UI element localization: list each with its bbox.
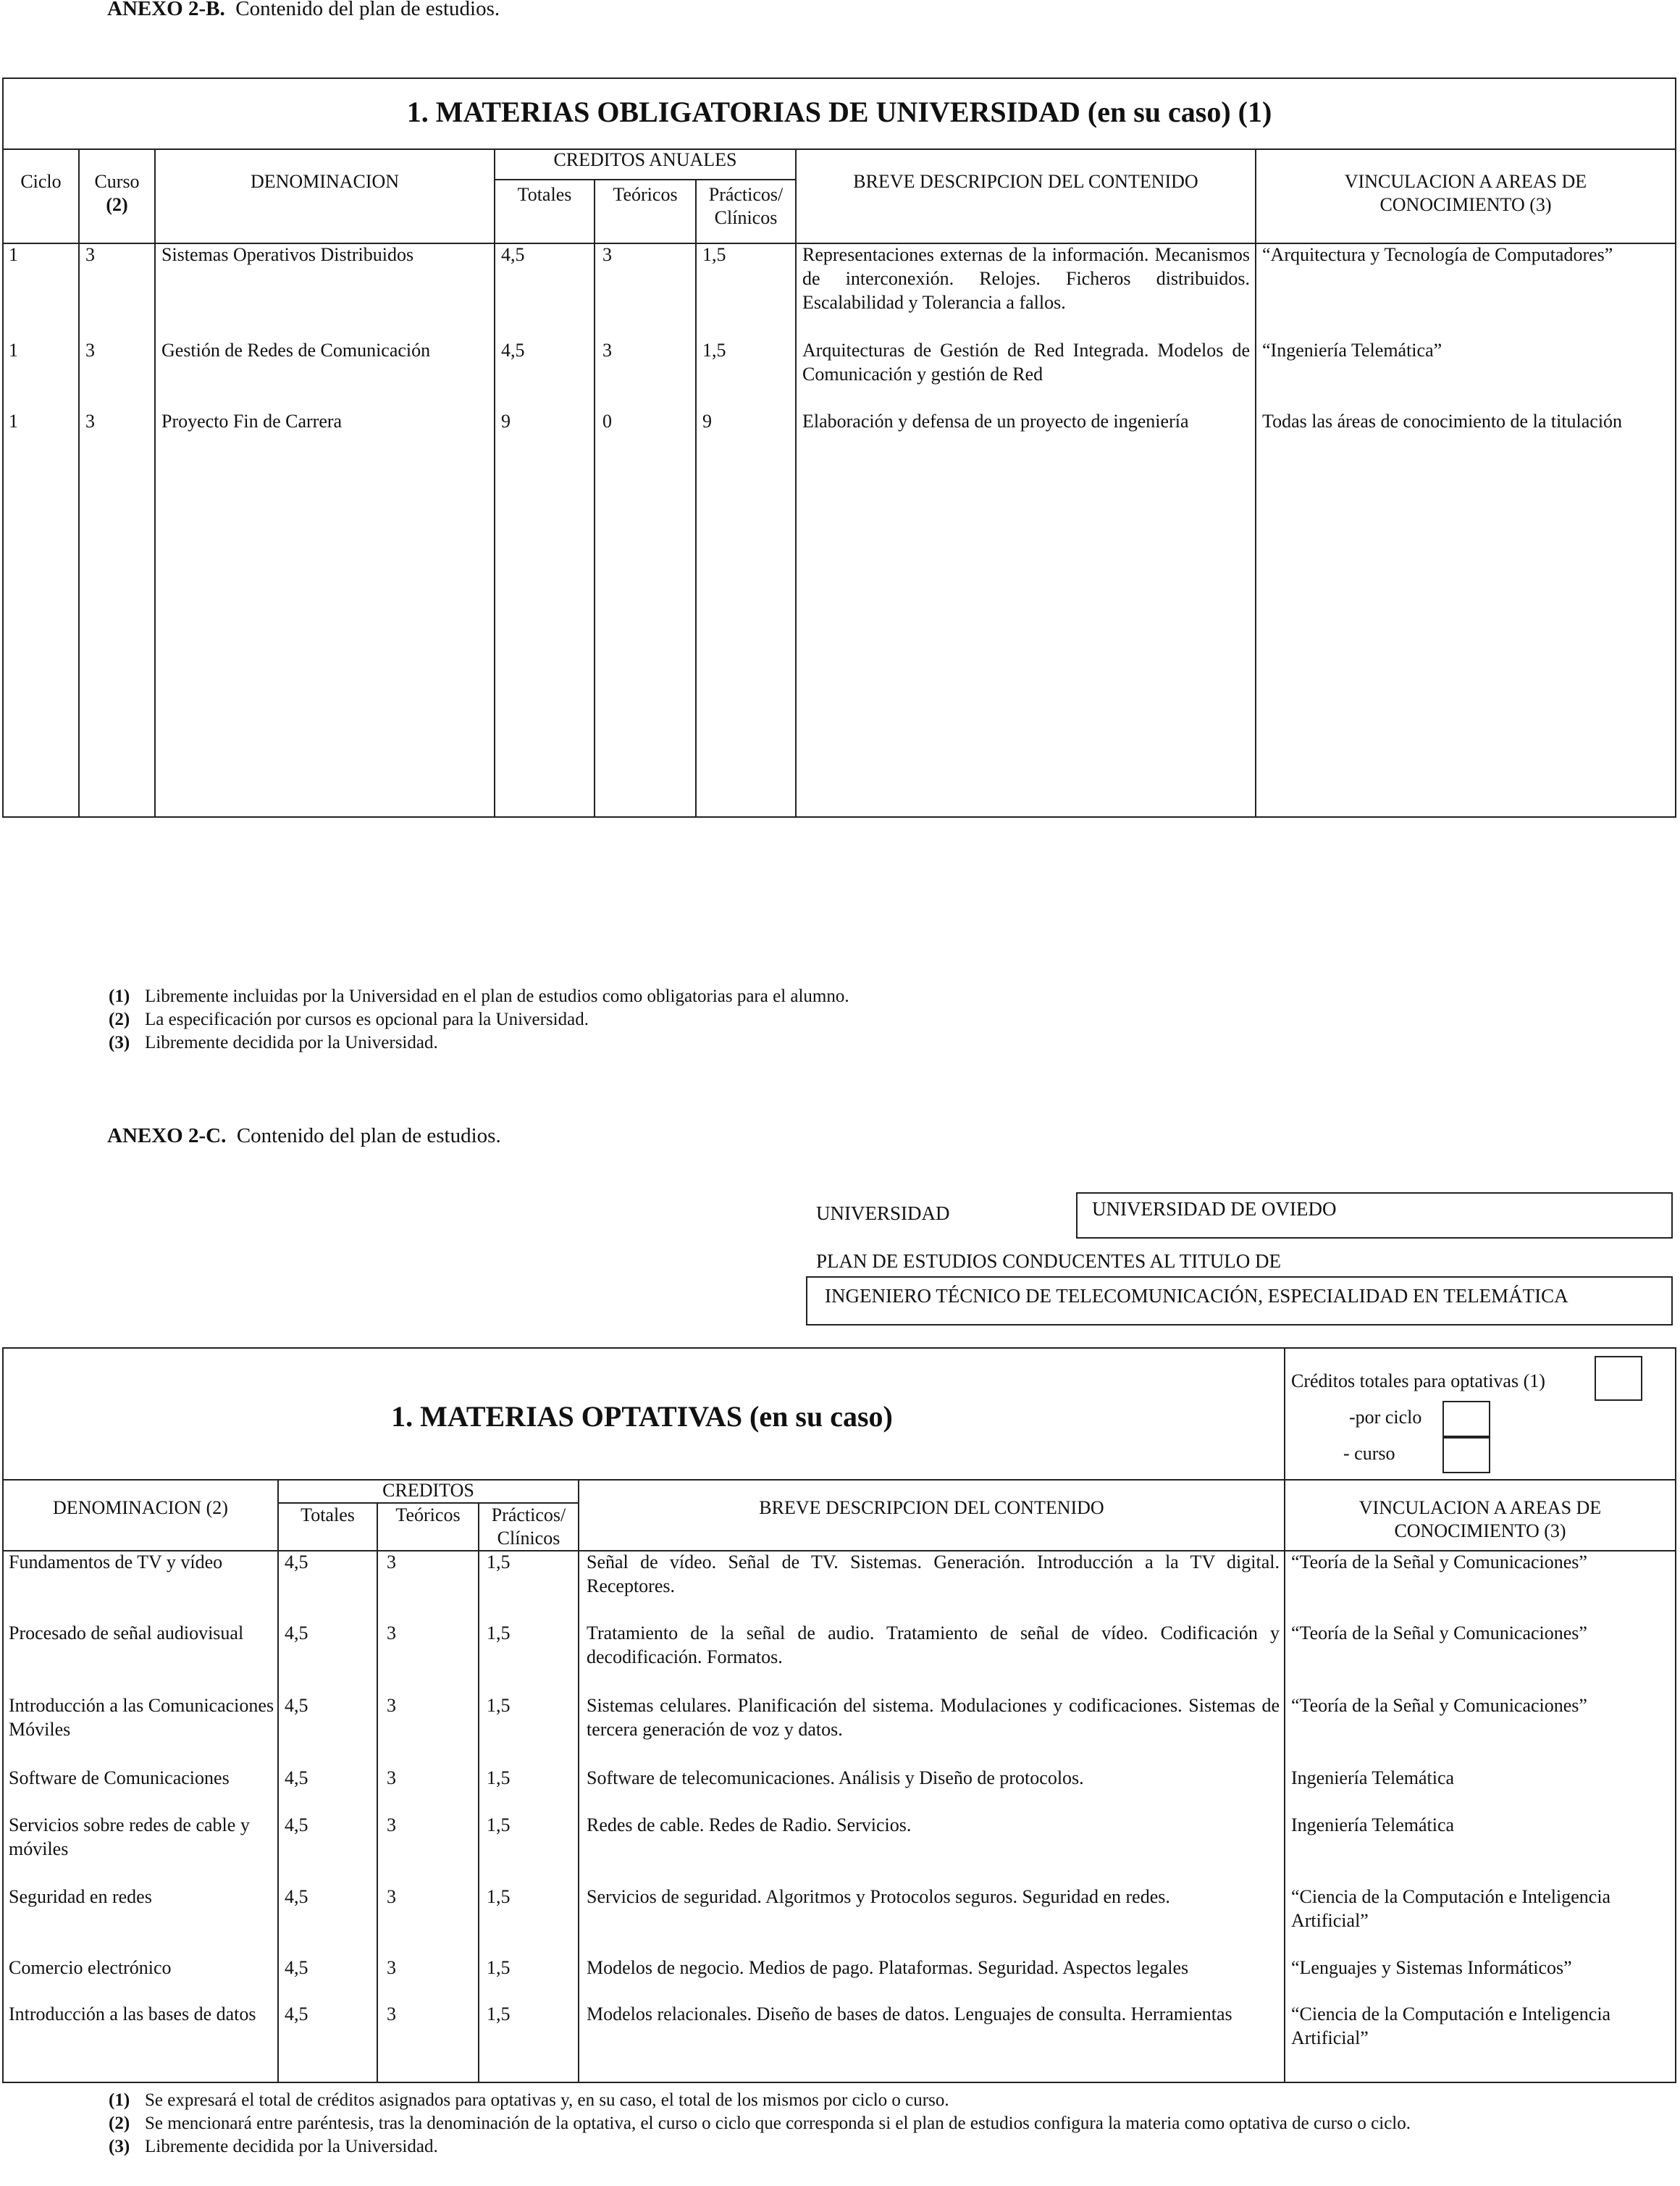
- header-vinculacion-2: CONOCIMIENTO (3): [1394, 1520, 1566, 1541]
- cell-practicos: 1,5: [487, 1551, 511, 1573]
- por-ciclo-box: [1442, 1401, 1490, 1437]
- cell-totales: 4,5: [285, 1551, 308, 1573]
- cell-vinculacion: “Ciencia de la Computación e Inteligencia Artificial”: [1291, 1886, 1611, 1931]
- cell-denominacion: Proyecto Fin de Carrera: [161, 411, 343, 432]
- cell-vinculacion: “Teoría de la Señal y Comunicaciones”: [1291, 1622, 1587, 1643]
- cell-totales: 4,5: [501, 244, 525, 265]
- footnote: (3) Libremente decidida por la Universidad.: [109, 2137, 438, 2156]
- cell-vinculacion: “Ciencia de la Computación e Inteligencia Artificial”: [1291, 2003, 1611, 2048]
- cell-totales: 4,5: [285, 1622, 308, 1643]
- anexo-2c-heading: ANEXO 2-C. Contenido del plan de estudios.: [107, 1124, 501, 1147]
- cell-descripcion: Software de telecomunicaciones. Análisis y Diseño de protocolos.: [587, 1767, 1084, 1788]
- header-vinculacion: VINCULACION A AREAS DE: [1344, 171, 1587, 192]
- cell-denominacion: Seguridad en redes: [9, 1886, 152, 1907]
- cell-vinculacion: “Lenguajes y Sistemas Informáticos”: [1291, 1957, 1572, 1978]
- curso-box: [1442, 1437, 1490, 1473]
- universidad-value: UNIVERSIDAD DE OVIEDO: [1092, 1198, 1337, 1220]
- table-materias-obligatorias: [0, 78, 1679, 818]
- cell-denominacion: Introducción a las bases de datos: [9, 2003, 256, 2024]
- cell-curso: 3: [85, 340, 95, 361]
- table-materias-optativas: [0, 1347, 1679, 2083]
- anexo-2b-heading: ANEXO 2-B. Contenido del plan de estudios.: [107, 0, 500, 20]
- header-vinculacion-2: CONOCIMIENTO (3): [1379, 194, 1552, 215]
- cell-vinculacion: Todas las áreas de conocimiento de la titulación: [1262, 411, 1623, 432]
- cell-practicos: 1,5: [702, 340, 726, 361]
- header-clinicos: Clínicos: [714, 207, 778, 228]
- cell-denominacion: Fundamentos de TV y vídeo: [9, 1551, 223, 1573]
- cell-denominacion: Sistemas Operativos Distribuidos: [161, 244, 414, 265]
- header-teoricos: Teóricos: [613, 184, 678, 205]
- cell-denominacion: Gestión de Redes de Comunicación: [161, 340, 431, 361]
- cell-descripcion: Redes de cable. Redes de Radio. Servicios.: [587, 1814, 912, 1835]
- header-vinculacion: VINCULACION A AREAS DE: [1358, 1497, 1602, 1518]
- notes-anexo-2b: [109, 985, 1629, 1055]
- cell-practicos: 1,5: [487, 1886, 511, 1907]
- footnote: (2) Se mencionará entre paréntesis, tras la denominación de la optativa, el curso o ciclo que corresponda si el plan de estudios configura la materia como optativa de curso o ciclo.: [109, 2114, 1411, 2133]
- cell-ciclo: 1: [9, 340, 18, 361]
- cell-descripcion: Arquitecturas de Gestión de Red Integrada. Modelos de Comunicación y gestión de Red: [802, 340, 1250, 385]
- cell-vinculacion: “Arquitectura y Tecnología de Computadores”: [1262, 244, 1613, 265]
- cell-denominacion: Comercio electrónico: [9, 1957, 172, 1978]
- table-title: 1. MATERIAS OPTATIVAS (en su caso): [391, 1400, 893, 1433]
- notes-anexo-2c: [109, 2089, 1600, 2158]
- cell-curso: 3: [85, 411, 95, 432]
- cell-vinculacion: “Teoría de la Señal y Comunicaciones”: [1291, 1551, 1587, 1573]
- cell-practicos: 1,5: [487, 1767, 511, 1788]
- header-descripcion: BREVE DESCRIPCION DEL CONTENIDO: [853, 171, 1198, 192]
- cell-descripcion: Modelos de negocio. Medios de pago. Plataformas. Seguridad. Aspectos legales: [587, 1957, 1189, 1978]
- cell-vinculacion: “Teoría de la Señal y Comunicaciones”: [1291, 1695, 1587, 1716]
- cell-totales: 4,5: [501, 340, 525, 361]
- cell-teoricos: 3: [387, 1695, 396, 1716]
- cell-practicos: 1,5: [487, 1814, 511, 1835]
- cell-denominacion: Servicios sobre redes de cable y móviles: [9, 1814, 250, 1859]
- por-ciclo-label: -por ciclo: [1349, 1407, 1422, 1428]
- footnote: (1) Se expresará el total de créditos asignados para optativas y, en su caso, el total de los mismos por ciclo o curso.: [109, 2090, 949, 2110]
- header-teoricos: Teóricos: [395, 1504, 461, 1525]
- cell-ciclo: 1: [9, 411, 18, 432]
- plan-box: [806, 1276, 1673, 1326]
- header-denominacion: DENOMINACION: [250, 171, 400, 192]
- cell-denominacion: Procesado de señal audiovisual: [9, 1622, 244, 1643]
- universidad-box: [1076, 1192, 1673, 1239]
- header-curso-note: (2): [106, 194, 128, 215]
- cell-descripcion: Representaciones externas de la información. Mecanismos de interconexión. Relojes. Ficheros distribuidos. Escalabilidad y Tolerancia a fallos.: [802, 244, 1250, 313]
- header-descripcion: BREVE DESCRIPCION DEL CONTENIDO: [759, 1497, 1104, 1518]
- plan-value: INGENIERO TÉCNICO DE TELECOMUNICACIÓN, ESPECIALIDAD EN TELEMÁTICA: [825, 1285, 1568, 1307]
- header-practicos: Prácticos/: [708, 184, 784, 205]
- cell-totales: 4,5: [285, 2003, 308, 2024]
- cell-teoricos: 3: [387, 1622, 396, 1643]
- curso-label: - curso: [1343, 1443, 1395, 1464]
- cell-practicos: 1,5: [487, 2003, 511, 2024]
- cell-practicos: 1,5: [487, 1695, 511, 1716]
- header-creditos: CREDITOS: [382, 1480, 474, 1501]
- footnote: (3) Libremente decidida por la Universidad.: [109, 1033, 438, 1052]
- cell-teoricos: 0: [602, 411, 612, 432]
- cell-vinculacion: “Ingeniería Telemática”: [1262, 340, 1442, 361]
- header-denominacion: DENOMINACION (2): [53, 1497, 228, 1518]
- header-creditos-anuales: CREDITOS ANUALES: [553, 149, 737, 170]
- cell-ciclo: 1: [9, 244, 18, 265]
- cell-practicos: 1,5: [702, 244, 726, 265]
- cell-descripcion: Modelos relacionales. Diseño de bases de datos. Lenguajes de consulta. Herramientas: [587, 2003, 1232, 2024]
- header-curso: Curso: [94, 171, 140, 192]
- cell-teoricos: 3: [387, 1886, 396, 1907]
- cell-practicos: 1,5: [487, 1622, 511, 1643]
- header-practicos: Prácticos/: [491, 1504, 566, 1525]
- cell-curso: 3: [85, 244, 95, 265]
- cell-teoricos: 3: [387, 2003, 396, 2024]
- universidad-label: UNIVERSIDAD: [816, 1202, 950, 1224]
- cell-descripcion: Sistemas celulares. Planificación del sistema. Modulaciones y codificaciones. Sistemas de tercera generación de voz y datos.: [587, 1695, 1280, 1740]
- cell-totales: 4,5: [285, 1695, 308, 1716]
- cell-teoricos: 3: [602, 340, 612, 361]
- cell-teoricos: 3: [387, 1551, 396, 1573]
- plan-label: PLAN DE ESTUDIOS CONDUCENTES AL TITULO DE: [816, 1250, 1281, 1272]
- cell-practicos: 1,5: [487, 1957, 511, 1978]
- header-clinicos: Clínicos: [497, 1528, 560, 1549]
- cell-vinculacion: Ingeniería Telemática: [1291, 1814, 1455, 1835]
- cell-teoricos: 3: [387, 1814, 396, 1835]
- cell-denominacion: Software de Comunicaciones: [9, 1767, 230, 1788]
- header-ciclo: Ciclo: [20, 171, 62, 192]
- cell-descripcion: Señal de vídeo. Señal de TV. Sistemas. Generación. Introducción a la TV digital. Receptores.: [587, 1551, 1280, 1596]
- cell-descripcion: Elaboración y defensa de un proyecto de ingeniería: [802, 411, 1189, 432]
- cell-totales: 4,5: [285, 1886, 308, 1907]
- creditos-totales-label: Créditos totales para optativas (1): [1291, 1370, 1545, 1391]
- cell-totales: 4,5: [285, 1814, 308, 1835]
- cell-teoricos: 3: [602, 244, 612, 265]
- footnote: (1) Libremente incluidas por la Universidad en el plan de estudios como obligatorias para el alumno.: [109, 987, 849, 1006]
- cell-denominacion: Introducción a las Comunicaciones Móviles: [9, 1695, 274, 1740]
- header-totales: Totales: [517, 184, 572, 205]
- cell-practicos: 9: [702, 411, 712, 432]
- cell-vinculacion: Ingeniería Telemática: [1291, 1767, 1455, 1788]
- header-totales: Totales: [301, 1504, 355, 1525]
- table-title: 1. MATERIAS OBLIGATORIAS DE UNIVERSIDAD (en su caso) (1): [406, 96, 1272, 128]
- footnote: (2) La especificación por cursos es opcional para la Universidad.: [109, 1010, 589, 1029]
- cell-totales: 4,5: [285, 1767, 308, 1788]
- cell-descripcion: Tratamiento de la señal de audio. Tratamiento de señal de vídeo. Codificación y decodificación. Formatos.: [587, 1622, 1280, 1667]
- cell-teoricos: 3: [387, 1767, 396, 1788]
- cell-teoricos: 3: [387, 1957, 396, 1978]
- cell-totales: 9: [501, 411, 511, 432]
- cell-descripcion: Servicios de seguridad. Algoritmos y Protocolos seguros. Seguridad en redes.: [587, 1886, 1170, 1907]
- creditos-totales-box: [1595, 1356, 1642, 1401]
- cell-totales: 4,5: [285, 1957, 308, 1978]
